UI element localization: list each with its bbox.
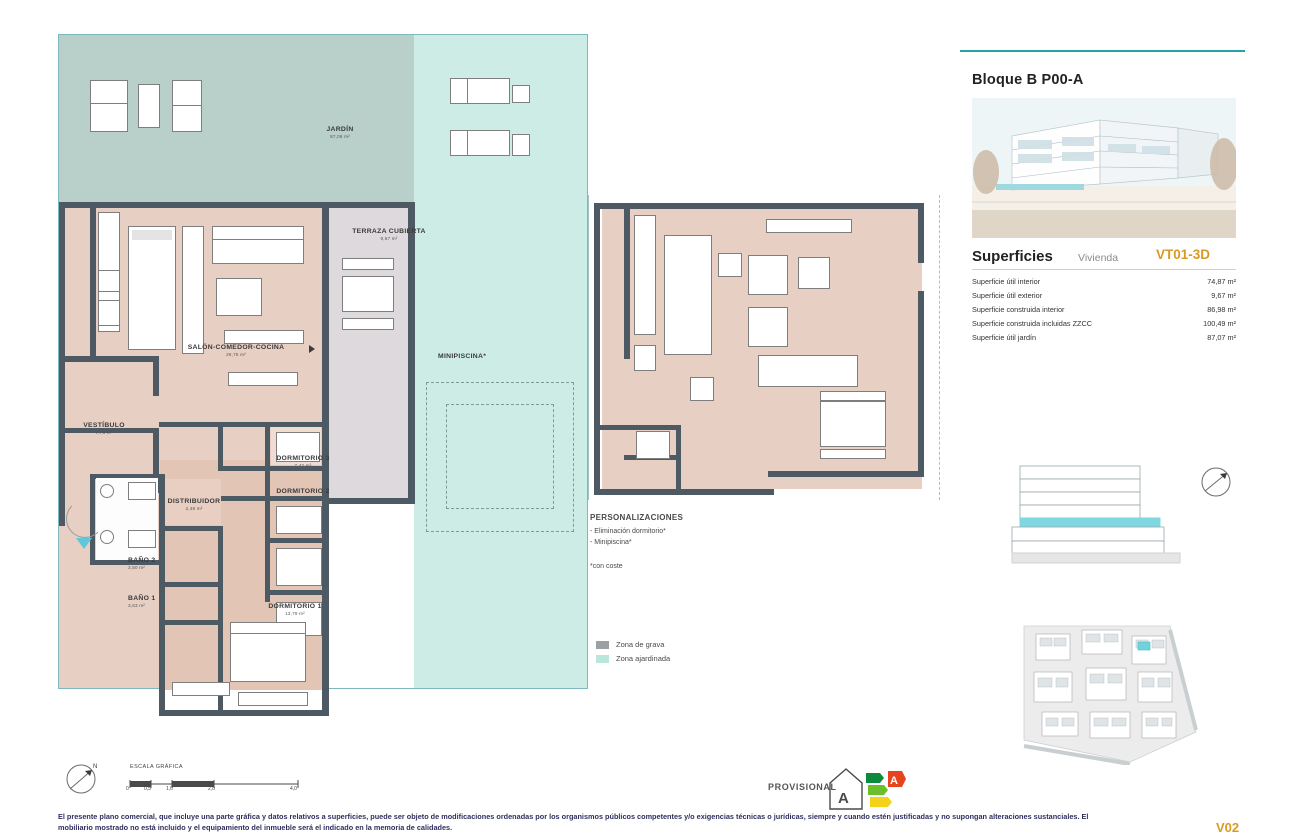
wall [594, 425, 680, 430]
wall [322, 538, 329, 716]
scale-title: ESCALA GRÁFICA [130, 764, 183, 770]
vivienda-label: Vivienda [1078, 252, 1119, 264]
section-illustration [1010, 462, 1185, 582]
lounger-back [450, 130, 468, 156]
personalizaciones-note: *con coste [590, 563, 623, 570]
provisional-label: PROVISIONAL [768, 782, 837, 792]
coffee-table [224, 330, 304, 344]
compass-north-icon [1196, 462, 1236, 507]
site-plan-illustration [1020, 620, 1200, 765]
headboard [230, 622, 306, 634]
panel-divider [972, 269, 1236, 270]
personalizacion-item: - Eliminación dormitorio* [590, 528, 666, 535]
bed-single [276, 548, 322, 586]
coffee-table [798, 257, 830, 289]
row-label: Superficie útil jardín [972, 333, 1037, 343]
table-row [972, 302, 1236, 316]
wall [165, 620, 223, 625]
legend-swatch-ajardinada [596, 655, 609, 663]
room-label-terraza: TERRAZA CUBIERTA 9,67 m² [352, 228, 426, 242]
room-label-dorm3: DORMITORIO 3 7,42 m² [276, 455, 330, 469]
legend-label-ajardinada: Zona ajardinada [616, 654, 671, 663]
legend-swatch-grava [596, 641, 609, 649]
room-label-jardin: JARDÍN 87,06 m² [326, 126, 354, 140]
legal-disclaimer: El presente plano comercial, que incluye una parte gráfica y datos relativos a superficies, puede ser objeto de modificaciones ordenadas por los organismos públicos competentes y/o exigencias técnicas o jurídicas, siempre y cuando estén justificadas y no supongan alteraciones sustanciales. El mobiliario mostrado no está incluido y el equipamiento del inmueble será el indicado en la memoria de calidades. [58, 812, 1089, 832]
side-table [512, 134, 530, 156]
wall [59, 356, 159, 362]
room-label-dorm1: DORMITORIO 1 13,79 m² [268, 603, 322, 617]
scale-tick: 0,5 [144, 786, 151, 792]
bath-fixture [636, 431, 670, 459]
row-label: Superficie construida incluidas ZZCC [972, 319, 1093, 329]
kitchen-units [182, 226, 204, 354]
wardrobe [238, 692, 308, 706]
room-label-bano2: BAÑO 2 3,50 m² [128, 557, 156, 571]
wall [594, 489, 774, 495]
wall [59, 202, 415, 208]
table-row [972, 274, 1236, 288]
room-label-vestibulo: VESTÍBULO 7,75 m² [83, 422, 125, 436]
building-render-image [972, 98, 1236, 238]
wall [159, 422, 219, 427]
scale-tick: 2,0 [208, 786, 215, 792]
wall [265, 422, 270, 602]
sofa [758, 355, 858, 387]
energy-label-icon [828, 765, 906, 813]
wall [165, 526, 223, 531]
side-table [512, 85, 530, 103]
kitchen-counter [634, 215, 656, 335]
wall [624, 209, 630, 359]
row-value: 100,49 m² [1203, 319, 1236, 329]
tv-unit [766, 219, 852, 233]
hob [98, 300, 120, 326]
building-section-diagram [1010, 462, 1185, 582]
superficies-heading: Superficies [972, 248, 1053, 265]
wall [329, 498, 415, 504]
direction-arrow-icon [309, 345, 315, 353]
entrance-door-arc [66, 500, 104, 538]
kitchen-island [664, 235, 712, 355]
energy-certificate-badge [828, 765, 906, 813]
render-illustration [972, 98, 1236, 238]
wall [218, 422, 223, 468]
table-row [972, 331, 1236, 345]
wall [165, 582, 223, 587]
shower [128, 482, 156, 500]
garden-furniture [90, 80, 128, 104]
wall [90, 208, 96, 356]
wall [153, 356, 159, 396]
row-value: 9,67 m² [1211, 290, 1236, 300]
wall [270, 538, 328, 543]
main-floor-plan [50, 30, 590, 720]
svg-text:A: A [890, 775, 898, 787]
wall [218, 590, 223, 715]
wall [159, 710, 329, 716]
panel-title: Bloque B P00-A [972, 72, 1084, 88]
bed-single [276, 506, 322, 534]
garden-table [138, 84, 160, 128]
wall [408, 202, 415, 504]
room-label-bano1: BAÑO 1 3,63 m² [128, 595, 156, 609]
room-label-distribuidor: DISTRIBUIDOR 2,48 m² [167, 498, 221, 512]
row-value: 87,07 m² [1207, 333, 1236, 343]
terrace-table [342, 276, 394, 312]
table-row [972, 288, 1236, 302]
armchair [216, 278, 262, 316]
armchair [748, 307, 788, 347]
dining-bench [820, 449, 886, 459]
row-value: 74,87 m² [1207, 276, 1236, 286]
svg-text:A: A [838, 790, 849, 807]
row-label: Superficie útil interior [972, 276, 1041, 286]
dining-bench [820, 391, 886, 401]
personalizacion-item: - Minipiscina* [590, 538, 632, 546]
legend [596, 640, 670, 668]
sink [98, 270, 120, 292]
stool [690, 377, 714, 401]
site-plan [1020, 620, 1200, 765]
wall [270, 590, 328, 595]
table-row [972, 317, 1236, 331]
legend-item-ajardinada [596, 654, 670, 663]
graphic-scale [128, 776, 308, 805]
legend-label-grava: Zona de grava [616, 640, 665, 649]
plan-code: V02 [1216, 820, 1240, 835]
washbasin [128, 530, 156, 548]
alternate-floor-plan [588, 195, 948, 515]
wardrobe [172, 682, 230, 696]
personalizaciones-title: PERSONALIZACIONES [590, 513, 684, 522]
svg-text:N: N [93, 764, 98, 770]
room-label-dorm2: DORMITORIO 2 9,54 m² [276, 488, 330, 502]
island-top [132, 230, 172, 240]
room-label-salon: SALÓN-COMEDOR-COCINA 26,75 m² [187, 344, 285, 358]
lounger-back [450, 78, 468, 104]
armchair [748, 255, 788, 295]
wall [322, 422, 329, 542]
wall [918, 291, 924, 471]
room-label-minipiscina: MINIPISCINA* [438, 353, 487, 360]
personalizaciones-list [590, 527, 666, 548]
wall [59, 202, 65, 526]
scale-tick: 4,0 [290, 786, 297, 792]
toilet [100, 530, 114, 544]
toilet [100, 484, 114, 498]
terrace-bench [342, 258, 394, 270]
kitchen-island [128, 226, 176, 350]
unit-code: VT01-3D [1156, 247, 1211, 262]
row-label: Superficie construida interior [972, 304, 1065, 314]
hob [634, 345, 656, 371]
scale-tick: 1,0 [166, 786, 173, 792]
terrace-bench [342, 318, 394, 330]
entrance-marker [76, 538, 92, 549]
legend-item-grava [596, 640, 670, 649]
info-panel [960, 50, 1245, 390]
dining-table [820, 401, 886, 447]
superficies-table [972, 274, 1236, 345]
kitchen-unit [718, 253, 742, 277]
row-value: 86,98 m² [1207, 304, 1236, 314]
wall [594, 203, 600, 495]
wall [768, 471, 924, 477]
minipool-water [446, 404, 554, 509]
wall [594, 203, 924, 209]
compass-icon-bottom [60, 758, 102, 805]
wall [918, 203, 924, 263]
panel-accent-rule [960, 50, 1245, 52]
sofa-back [212, 226, 304, 240]
row-label: Superficie útil exterior [972, 290, 1043, 300]
scale-tick: 0 [126, 786, 129, 792]
wall [59, 490, 65, 526]
tv-unit [228, 372, 298, 386]
garden-furniture [172, 80, 202, 106]
